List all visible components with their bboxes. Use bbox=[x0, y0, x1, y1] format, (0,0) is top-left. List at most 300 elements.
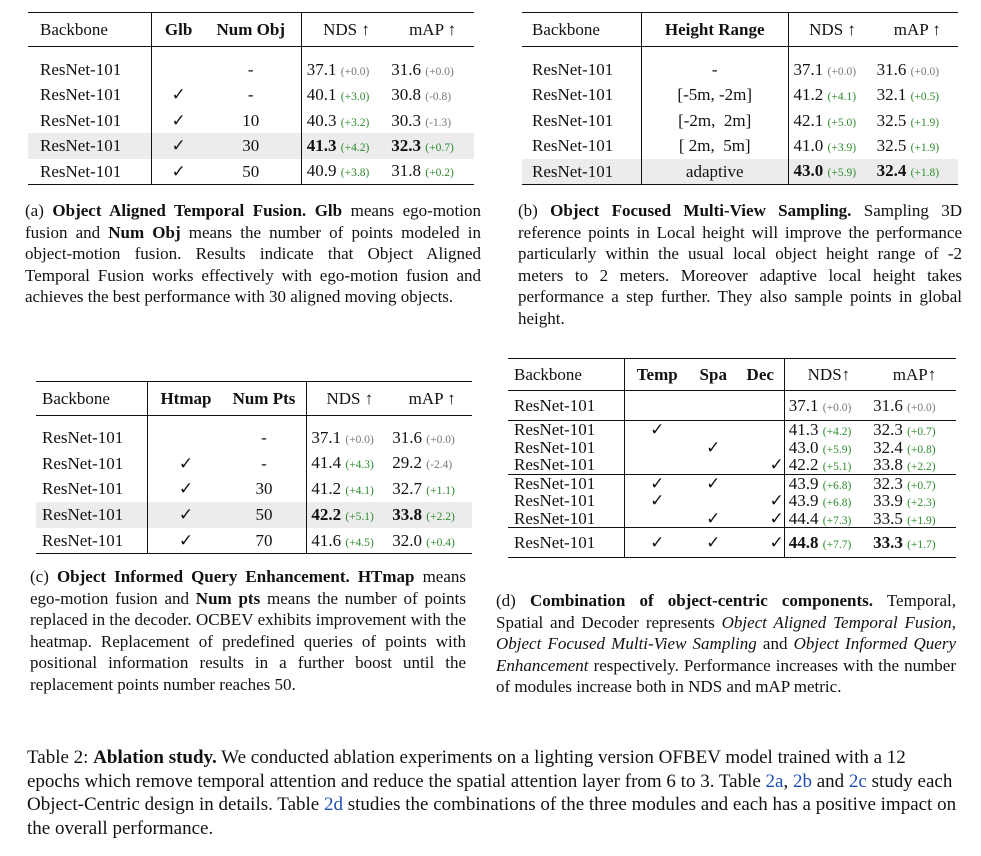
num-obj-cell: - bbox=[205, 57, 302, 83]
map-cell bbox=[391, 108, 474, 134]
nds-cell bbox=[301, 82, 391, 108]
nds-cell bbox=[307, 450, 392, 476]
table-row bbox=[36, 528, 472, 554]
map-value: 31.6 bbox=[392, 427, 423, 447]
nds-value: 37.1 bbox=[311, 427, 342, 447]
map-value: 33.8 bbox=[392, 505, 423, 525]
col-backbone: Backbone bbox=[508, 359, 624, 391]
caption-term: Num Obj bbox=[108, 222, 181, 242]
caption-text: and bbox=[762, 634, 788, 653]
nds-delta: (+3.2) bbox=[340, 116, 370, 129]
backbone-cell: ResNet-101 bbox=[508, 510, 624, 528]
col-backbone: Backbone bbox=[36, 382, 148, 416]
map-value: 32.7 bbox=[392, 479, 423, 499]
map-value: 31.6 bbox=[391, 59, 421, 79]
nds-value: 41.0 bbox=[793, 136, 824, 155]
nds-cell bbox=[784, 492, 873, 510]
map-delta: (-0.8) bbox=[425, 91, 452, 103]
spa-check: ✓ bbox=[706, 437, 721, 457]
table-a-caption bbox=[25, 200, 481, 308]
nds-cell bbox=[784, 510, 873, 528]
spa-check bbox=[690, 456, 737, 474]
caption-label: (a) bbox=[25, 201, 44, 220]
caption-title: Object Aligned Temporal Fusion. bbox=[52, 201, 307, 220]
temp-check: ✓ bbox=[624, 421, 690, 439]
htmap-check: ✓ bbox=[178, 479, 194, 499]
main-caption-title: Ablation study. bbox=[93, 747, 217, 768]
table-c-header bbox=[36, 382, 472, 416]
col-height-range: Height Range bbox=[641, 13, 788, 47]
table-ref-link[interactable]: 2c bbox=[848, 770, 867, 792]
caption-title: Object Focused Multi-View Sampling. bbox=[550, 201, 852, 220]
num-obj-cell: 30 bbox=[205, 133, 302, 159]
dec-check bbox=[737, 421, 785, 439]
caption-label: (c) bbox=[30, 567, 49, 586]
table-row bbox=[508, 439, 956, 457]
map-delta: (+1.7) bbox=[907, 538, 936, 551]
nds-value: 40.3 bbox=[306, 110, 337, 130]
table-a-panel bbox=[25, 12, 482, 306]
caption-label: (d) bbox=[496, 591, 516, 610]
table-row bbox=[508, 528, 956, 558]
backbone-cell: ResNet-101 bbox=[36, 425, 148, 451]
glb-check: ✓ bbox=[171, 85, 186, 105]
backbone-cell: ResNet-101 bbox=[36, 450, 148, 476]
spa-check bbox=[690, 391, 737, 421]
map-value: 31.6 bbox=[876, 59, 907, 79]
map-cell bbox=[391, 82, 474, 108]
nds-delta: (+4.5) bbox=[345, 536, 374, 549]
nds-cell bbox=[784, 421, 873, 439]
spa-check: ✓ bbox=[690, 474, 737, 492]
nds-delta: (+0.0) bbox=[822, 401, 852, 414]
table-row bbox=[522, 133, 958, 159]
table-c-caption bbox=[30, 566, 466, 695]
nds-value: 43.9 bbox=[788, 473, 819, 493]
height-range-cell: [-5m, -2m] bbox=[641, 82, 788, 108]
htmap-check bbox=[148, 425, 224, 451]
map-value: 32.4 bbox=[876, 161, 907, 181]
nds-cell bbox=[784, 474, 873, 492]
nds-value: 41.6 bbox=[311, 530, 342, 550]
map-value: 32.3 bbox=[873, 420, 903, 439]
table-b-caption bbox=[518, 200, 962, 329]
col-backbone: Backbone bbox=[28, 13, 152, 47]
map-cell bbox=[392, 476, 472, 502]
caption-module-name: Object Informed Query Enhancement bbox=[496, 634, 956, 675]
backbone-cell: ResNet-101 bbox=[508, 474, 624, 492]
caption-module-name: Object Focused Multi-View Sampling bbox=[496, 634, 757, 653]
col-nds: NDS ↑ bbox=[301, 13, 391, 47]
map-cell bbox=[873, 510, 956, 528]
nds-cell bbox=[788, 57, 877, 83]
map-cell bbox=[873, 391, 956, 421]
table-row bbox=[508, 421, 956, 439]
dec-check bbox=[737, 474, 785, 492]
nds-delta: (+4.2) bbox=[822, 426, 852, 438]
nds-value: 37.1 bbox=[788, 395, 819, 415]
num-pts-cell: 70 bbox=[224, 528, 307, 554]
table-b bbox=[522, 12, 958, 185]
nds-cell bbox=[788, 159, 877, 185]
dec-check bbox=[737, 439, 785, 457]
nds-cell bbox=[301, 108, 391, 134]
caption-text: means ego-motion fusion and bbox=[30, 567, 467, 608]
glb-check: ✓ bbox=[152, 159, 205, 185]
htmap-check: ✓ bbox=[148, 502, 224, 528]
nds-delta: (+4.3) bbox=[345, 459, 374, 472]
htmap-check: ✓ bbox=[148, 528, 224, 554]
col-dec: Dec bbox=[737, 359, 785, 391]
col-map: mAP ↑ bbox=[392, 382, 472, 416]
nds-delta: (+3.0) bbox=[340, 91, 370, 103]
map-delta: (+1.9) bbox=[910, 116, 940, 129]
map-delta: (+0.7) bbox=[907, 479, 936, 492]
col-spa: Spa bbox=[690, 359, 737, 391]
map-cell bbox=[391, 159, 474, 185]
main-caption-text: and bbox=[816, 770, 845, 792]
map-delta: (+1.1) bbox=[426, 485, 455, 498]
map-cell bbox=[873, 456, 956, 474]
nds-value: 40.1 bbox=[306, 85, 337, 104]
nds-value: 37.1 bbox=[306, 59, 337, 79]
temp-check: ✓ bbox=[650, 491, 665, 511]
map-cell bbox=[873, 492, 956, 510]
map-delta: (-1.3) bbox=[425, 116, 452, 129]
nds-cell bbox=[784, 456, 873, 474]
backbone-cell: ResNet-101 bbox=[508, 528, 624, 558]
nds-delta: (+0.0) bbox=[345, 433, 374, 446]
nds-value: 41.3 bbox=[306, 136, 337, 155]
nds-value: 40.9 bbox=[306, 161, 337, 181]
table-row bbox=[36, 476, 472, 502]
nds-delta: (+5.1) bbox=[822, 461, 852, 473]
map-value: 31.8 bbox=[391, 161, 421, 181]
nds-delta: (+7.3) bbox=[822, 514, 852, 527]
map-value: 33.9 bbox=[873, 491, 903, 510]
caption-label: (b) bbox=[518, 201, 538, 220]
map-cell bbox=[877, 57, 958, 83]
nds-delta: (+4.1) bbox=[345, 485, 374, 498]
nds-delta: (+6.8) bbox=[822, 479, 852, 492]
caption-text: means ego-motion fusion and bbox=[25, 201, 482, 242]
table-row bbox=[508, 474, 956, 492]
backbone-cell: ResNet-101 bbox=[508, 492, 624, 510]
nds-value: 37.1 bbox=[793, 59, 824, 79]
map-delta: (+0.5) bbox=[910, 91, 940, 103]
table-ref-link[interactable]: 2b bbox=[792, 770, 812, 792]
map-value: 32.1 bbox=[876, 85, 907, 104]
map-cell bbox=[873, 439, 956, 457]
num-pts-cell: 30 bbox=[224, 476, 307, 502]
nds-delta: (+5.1) bbox=[345, 511, 374, 524]
nds-value: 41.2 bbox=[793, 85, 824, 104]
map-cell bbox=[873, 421, 956, 439]
nds-cell bbox=[307, 528, 392, 554]
num-obj-cell: - bbox=[205, 82, 302, 108]
nds-cell bbox=[307, 476, 392, 502]
map-delta: (+2.2) bbox=[426, 511, 455, 524]
map-value: 32.4 bbox=[873, 437, 903, 457]
table-b-panel bbox=[518, 12, 963, 328]
backbone-cell: ResNet-101 bbox=[508, 456, 624, 474]
main-caption-text: studies the combinations of the three modules and each has a positive impact on the overall performance. bbox=[27, 794, 957, 839]
table-row bbox=[522, 57, 958, 83]
nds-cell bbox=[307, 502, 392, 528]
backbone-cell: ResNet-101 bbox=[508, 421, 624, 439]
nds-cell bbox=[301, 133, 391, 159]
caption-text: means the number of points replaced in the decoder. OCBEV exhibits improvement with the heatmap. Replacement of predefined queries of points with positional information results in a further boost until the replacement points number reaches 50. bbox=[30, 588, 467, 694]
nds-delta: (+5.0) bbox=[827, 116, 857, 129]
map-cell bbox=[877, 159, 958, 185]
height-range-cell: [ 2m, 5m] bbox=[641, 133, 788, 159]
col-map: mAP ↑ bbox=[391, 13, 474, 47]
map-value: 29.2 bbox=[392, 453, 423, 473]
table-row bbox=[522, 82, 958, 108]
nds-delta: (+4.2) bbox=[340, 142, 370, 154]
col-num-pts: Num Pts bbox=[224, 382, 307, 416]
table-row bbox=[28, 108, 474, 134]
map-value: 33.3 bbox=[873, 532, 903, 552]
nds-cell bbox=[307, 425, 392, 451]
table-d-caption bbox=[496, 590, 956, 698]
caption-sep: , bbox=[951, 612, 957, 632]
num-obj-cell: 10 bbox=[205, 108, 302, 134]
caption-term: Glb bbox=[314, 201, 343, 220]
table-row bbox=[522, 159, 958, 185]
backbone-cell: ResNet-101 bbox=[28, 159, 152, 185]
col-temp: Temp bbox=[624, 359, 690, 391]
backbone-cell: ResNet-101 bbox=[28, 108, 152, 134]
map-cell bbox=[392, 502, 472, 528]
temp-check bbox=[624, 439, 690, 457]
table-ref-link[interactable]: 2d bbox=[323, 794, 343, 815]
dec-check: ✓ bbox=[737, 510, 785, 528]
nds-cell bbox=[788, 133, 877, 159]
nds-value: 42.1 bbox=[793, 110, 824, 130]
table-row bbox=[508, 510, 956, 528]
temp-check bbox=[624, 456, 690, 474]
backbone-cell: ResNet-101 bbox=[522, 82, 641, 108]
caption-text: Sampling 3D reference points in Local height will improve the performance particularly within the usual local object height range of -2 meters to 2 meters. Moreover adaptive local height takes performance a step further. They also sample points in global height. bbox=[518, 201, 963, 328]
backbone-cell: ResNet-101 bbox=[508, 391, 624, 421]
map-value: 32.3 bbox=[873, 473, 903, 493]
map-value: 32.5 bbox=[876, 110, 907, 130]
map-cell bbox=[392, 450, 472, 476]
caption-title: Combination of object-centric components. bbox=[529, 591, 874, 610]
num-pts-cell: - bbox=[224, 425, 307, 451]
col-num-obj: Num Obj bbox=[205, 13, 302, 47]
col-nds: NDS↑ bbox=[784, 359, 873, 391]
main-caption-text: We conducted ablation experiments on a lighting version OFBEV model trained with a 12 epochs which remove temporal attention and reduce the spatial attention layer from 6 to 3. Table bbox=[27, 747, 906, 792]
nds-value: 41.4 bbox=[311, 453, 342, 473]
backbone-cell: ResNet-101 bbox=[28, 57, 152, 83]
temp-check: ✓ bbox=[624, 474, 690, 492]
dec-check: ✓ bbox=[737, 456, 785, 474]
col-glb: Glb bbox=[152, 13, 205, 47]
num-obj-cell: 50 bbox=[205, 159, 302, 185]
nds-delta: (+6.8) bbox=[822, 497, 852, 509]
caption-text: respectively. Performance increases with the number of modules increase both in NDS and mAP metric. bbox=[496, 655, 957, 696]
nds-cell bbox=[788, 108, 877, 134]
table-ref-link[interactable]: 2a bbox=[765, 770, 784, 792]
nds-delta: (+3.8) bbox=[340, 167, 370, 180]
height-range-cell: - bbox=[641, 57, 788, 83]
table-b-header bbox=[522, 13, 958, 47]
table-c bbox=[36, 381, 472, 554]
main-caption-text: study each Object-Centric design in details. Table bbox=[27, 770, 953, 815]
spa-check: ✓ bbox=[690, 528, 737, 558]
backbone-cell: ResNet-101 bbox=[522, 133, 641, 159]
dec-check bbox=[737, 391, 785, 421]
nds-delta: (+7.7) bbox=[822, 538, 852, 551]
table-row bbox=[508, 391, 956, 421]
nds-value: 42.2 bbox=[788, 455, 819, 474]
map-delta: (+0.0) bbox=[425, 65, 454, 78]
nds-value: 41.3 bbox=[788, 420, 819, 439]
nds-value: 43.9 bbox=[788, 491, 819, 510]
col-nds: NDS ↑ bbox=[788, 13, 877, 47]
table-d bbox=[508, 358, 956, 558]
map-value: 33.5 bbox=[873, 508, 903, 528]
col-htmap: Htmap bbox=[148, 382, 224, 416]
table-row bbox=[508, 492, 956, 510]
nds-delta: (+0.0) bbox=[340, 65, 370, 78]
table-a bbox=[28, 12, 474, 188]
table-row bbox=[36, 450, 472, 476]
map-delta: (+1.9) bbox=[910, 142, 940, 154]
nds-cell bbox=[784, 439, 873, 457]
dec-check: ✓ bbox=[737, 528, 785, 558]
backbone-cell: ResNet-101 bbox=[522, 108, 641, 134]
backbone-cell: ResNet-101 bbox=[508, 439, 624, 457]
map-delta: (+1.9) bbox=[907, 514, 936, 527]
caption-module-name: Object Aligned Temporal Fusion bbox=[721, 612, 952, 632]
table-row bbox=[508, 456, 956, 474]
htmap-check: ✓ bbox=[178, 453, 194, 473]
table-d-header bbox=[508, 359, 956, 391]
map-value: 32.3 bbox=[391, 136, 421, 155]
glb-check bbox=[152, 57, 205, 83]
glb-check: ✓ bbox=[171, 110, 186, 130]
map-cell bbox=[391, 57, 474, 83]
nds-cell bbox=[784, 528, 873, 558]
nds-value: 41.2 bbox=[311, 479, 342, 499]
temp-check bbox=[624, 391, 690, 421]
map-delta: (-2.4) bbox=[426, 459, 453, 472]
col-map: mAP ↑ bbox=[877, 13, 958, 47]
nds-delta: (+4.1) bbox=[827, 91, 857, 103]
table-row bbox=[36, 502, 472, 528]
nds-cell bbox=[788, 82, 877, 108]
nds-delta: (+5.9) bbox=[822, 443, 852, 456]
map-cell bbox=[392, 528, 472, 554]
spa-check bbox=[690, 492, 737, 510]
glb-check: ✓ bbox=[152, 133, 205, 159]
map-delta: (+0.7) bbox=[425, 142, 454, 154]
map-value: 32.5 bbox=[876, 136, 907, 155]
map-delta: (+2.3) bbox=[907, 497, 936, 509]
table-row bbox=[28, 133, 474, 159]
caption-text: Temporal, Spatial and Decoder represents bbox=[496, 591, 956, 632]
table-row bbox=[28, 57, 474, 83]
temp-check bbox=[624, 510, 690, 528]
map-value: 33.8 bbox=[873, 455, 903, 474]
nds-cell bbox=[301, 57, 391, 83]
map-cell bbox=[877, 108, 958, 134]
map-delta: (+0.0) bbox=[907, 401, 936, 414]
map-delta: (+0.7) bbox=[907, 426, 936, 438]
nds-value: 44.8 bbox=[788, 532, 819, 552]
dec-check: ✓ bbox=[737, 492, 785, 510]
table-a-header bbox=[28, 13, 474, 47]
main-caption-label: Table 2: bbox=[27, 747, 89, 768]
map-delta: (+2.2) bbox=[907, 461, 936, 473]
map-value: 30.3 bbox=[391, 110, 421, 130]
backbone-cell: ResNet-101 bbox=[28, 133, 152, 159]
backbone-cell: ResNet-101 bbox=[522, 159, 641, 185]
table-row bbox=[28, 159, 474, 185]
col-map: mAP↑ bbox=[873, 359, 956, 391]
col-nds: NDS ↑ bbox=[307, 382, 392, 416]
map-delta: (+0.8) bbox=[907, 443, 936, 456]
map-cell bbox=[877, 133, 958, 159]
num-pts-cell: - bbox=[224, 450, 307, 476]
table-c-panel bbox=[30, 381, 480, 694]
caption-term: Num pts bbox=[195, 588, 261, 608]
main-caption bbox=[27, 746, 962, 840]
map-cell bbox=[392, 425, 472, 451]
map-delta: (+0.2) bbox=[425, 167, 454, 180]
backbone-cell: ResNet-101 bbox=[522, 57, 641, 83]
nds-cell bbox=[784, 391, 873, 421]
temp-check: ✓ bbox=[624, 528, 690, 558]
height-range-cell: adaptive bbox=[641, 159, 788, 185]
spa-check bbox=[690, 421, 737, 439]
col-backbone: Backbone bbox=[522, 13, 641, 47]
height-range-cell: [-2m, 2m] bbox=[641, 108, 788, 134]
table-row bbox=[36, 425, 472, 451]
caption-title: Object Informed Query Enhancement. bbox=[56, 567, 350, 586]
table-row bbox=[522, 108, 958, 134]
map-delta: (+1.8) bbox=[910, 167, 940, 180]
map-cell bbox=[873, 528, 956, 558]
main-caption-sep: , bbox=[783, 770, 789, 792]
backbone-cell: ResNet-101 bbox=[36, 502, 148, 528]
map-value: 30.8 bbox=[391, 85, 421, 104]
nds-delta: (+0.0) bbox=[827, 65, 857, 78]
backbone-cell: ResNet-101 bbox=[36, 528, 148, 554]
nds-delta: (+5.9) bbox=[827, 167, 857, 180]
map-delta: (+0.0) bbox=[426, 433, 455, 446]
map-cell bbox=[873, 474, 956, 492]
nds-value: 43.0 bbox=[793, 161, 824, 181]
map-value: 31.6 bbox=[873, 395, 903, 415]
table-row bbox=[28, 82, 474, 108]
map-cell bbox=[391, 133, 474, 159]
num-pts-cell: 50 bbox=[224, 502, 307, 528]
nds-value: 42.2 bbox=[311, 505, 342, 525]
spa-check: ✓ bbox=[706, 508, 721, 528]
caption-term: HTmap bbox=[357, 567, 415, 586]
map-cell bbox=[877, 82, 958, 108]
backbone-cell: ResNet-101 bbox=[36, 476, 148, 502]
map-delta: (+0.4) bbox=[426, 536, 455, 549]
map-value: 32.0 bbox=[392, 530, 423, 550]
nds-cell bbox=[301, 159, 391, 185]
table-d-panel bbox=[496, 358, 960, 696]
map-delta: (+0.0) bbox=[910, 65, 940, 78]
